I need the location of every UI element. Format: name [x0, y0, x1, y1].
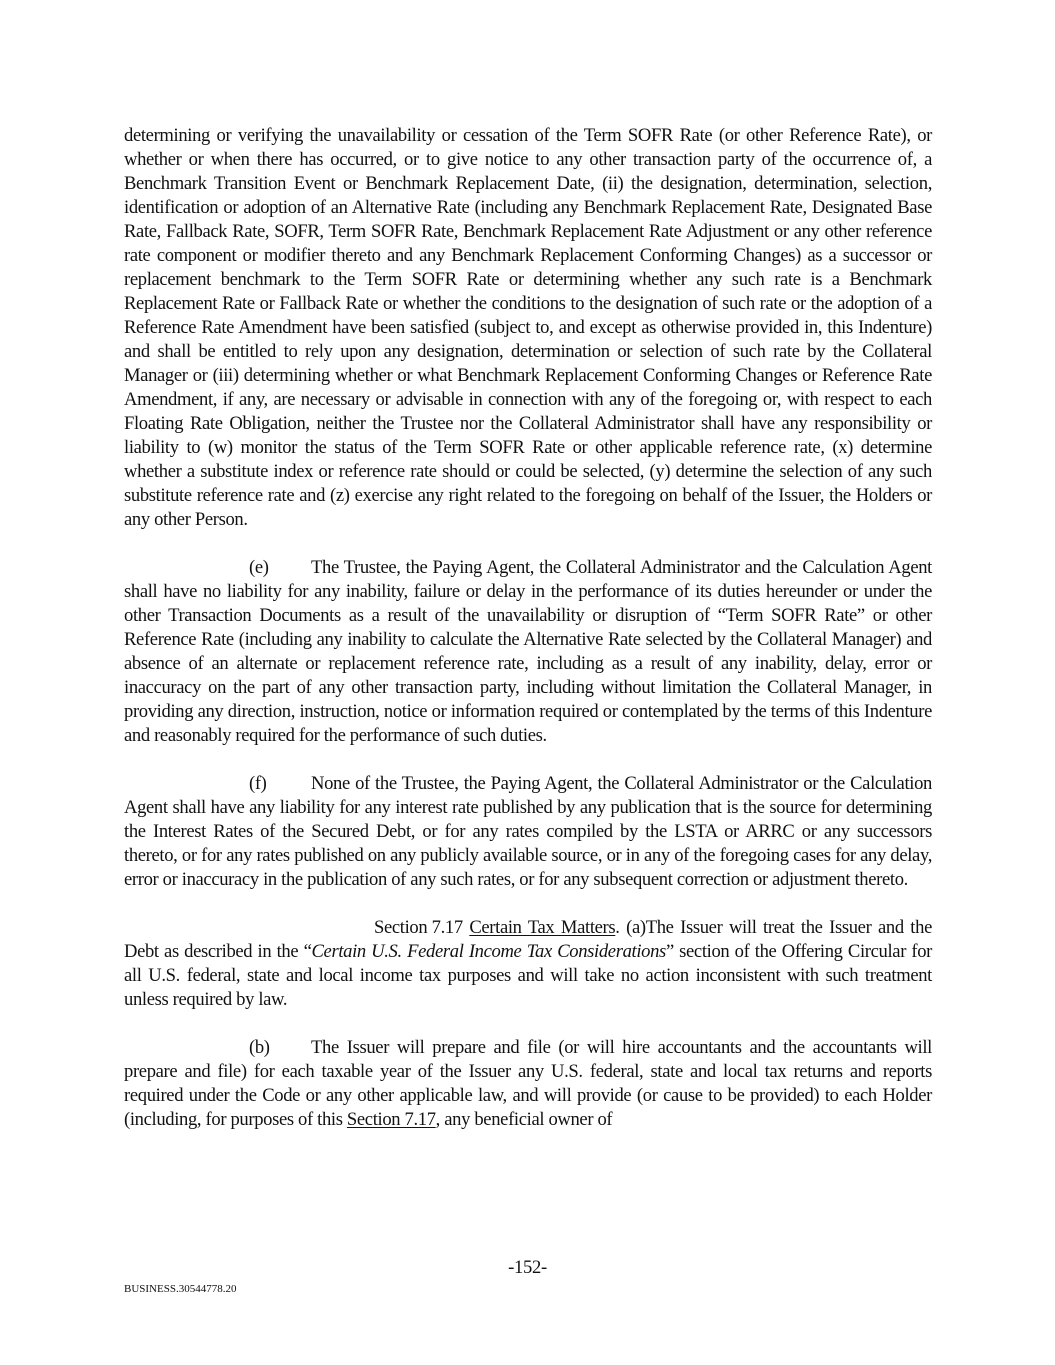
clause-label: (e)	[249, 557, 269, 578]
paragraph-text: The Trustee, the Paying Agent, the Collateral Administrator and the Calculation Agent shall have no liability for any inability, failure or delay in the performance of its duties hereunder or under the other Transaction Documents as a result of the unavailability or disruption of “Term SOFR Rate” or other Reference Rate (including any inability to calculate the Alternative Rate selected by the Collateral Manager) and absence of an alternate or replacement reference rate, including as a result of any inability, delay, error or inaccuracy on the part of any other transaction party, including without limitation the Collateral Manager, in providing any direction, instruction, notice or information required or contemplated by the terms of this Indenture and reasonably required for the performance of such duties.	[124, 557, 932, 746]
paragraph-f	[124, 772, 932, 892]
document-page	[124, 124, 932, 1156]
section-number: Section 7.17	[374, 917, 463, 938]
paragraph-text: ” section of the Offering Circular for all U.S. federal, state and local income tax purposes and will take no action inconsistent with such treatment unless required by law.	[124, 941, 932, 1010]
italic-reference: Certain U.S. Federal Income Tax Considerations	[311, 941, 666, 962]
page-number: -152-	[508, 1257, 547, 1278]
clause-label: (b)	[249, 1037, 270, 1058]
paragraph-e	[124, 556, 932, 748]
paragraph-text: The Issuer will prepare and file (or will hire accountants and the accountants will prepare and file) for each taxable year of the Issuer any U.S. federal, state and local tax returns and reports required under the Code or any other applicable law, and will provide (or cause to be provided) to each Holder (including, for purposes of this	[124, 1037, 932, 1130]
paragraph-text: , any beneficial owner of	[435, 1109, 613, 1130]
section-title: Certain Tax Matters	[469, 917, 616, 938]
paragraph-b	[124, 1036, 932, 1132]
section-7-17-paragraph	[124, 916, 932, 1012]
document-id: BUSINESS.30544778.20	[124, 1283, 237, 1295]
paragraph-text: . (a)The Issuer will treat the Issuer and the Debt as described in the “	[124, 917, 932, 962]
clause-label: (f)	[249, 773, 267, 794]
paragraph-text: None of the Trustee, the Paying Agent, the Collateral Administrator or the Calculation Agent shall have any liability for any interest rate published by any publication that is the source for determining the Interest Rates of the Secured Debt, or for any rates compiled by the LSTA or ARRC or any successors thereto, or for any rates published on any publicly available source, or in any of the foregoing cases for any delay, error or inaccuracy in the publication of any such rates, or for any subsequent correction or adjustment thereto.	[124, 773, 932, 890]
paragraph-continuation: determining or verifying the unavailability or cessation of the Term SOFR Rate (or other Reference Rate), or whether or when there has occurred, or to give notice to any other transaction party of the occurrence of, a Benchmark Transition Event or Benchmark Replacement Date, (ii) the designation, determination, selection, identification or adoption of an Alternative Rate (including any Benchmark Replacement Rate, Designated Base Rate, Fallback Rate, SOFR, Term SOFR Rate, Benchmark Replacement Rate Adjustment or any other reference rate component or modifier thereto and any Benchmark Replacement Conforming Changes) as a successor or replacement benchmark to the Term SOFR Rate or determining whether any such rate is a Benchmark Replacement Rate or Fallback Rate or whether the conditions to the designation of such rate or the adoption of a Reference Rate Amendment have been satisfied (subject to, and except as otherwise provided in, this Indenture) and shall be entitled to rely upon any designation, determination or selection of such rate by the Collateral Manager or (iii) determining whether or what Benchmark Replacement Conforming Changes or Reference Rate Amendment, if any, are necessary or advisable in connection with any of the foregoing or, with respect to each Floating Rate Obligation, neither the Trustee nor the Collateral Administrator shall have any responsibility or liability to (w) monitor the status of the Term SOFR Rate or other applicable reference rate, (x) determine whether a substitute index or reference rate should or could be selected, (y) determine the selection of any such substitute reference rate and (z) exercise any right related to the foregoing on behalf of the Issuer, the Holders or any other Person.	[124, 125, 932, 530]
section-cross-reference: Section 7.17	[346, 1109, 436, 1130]
